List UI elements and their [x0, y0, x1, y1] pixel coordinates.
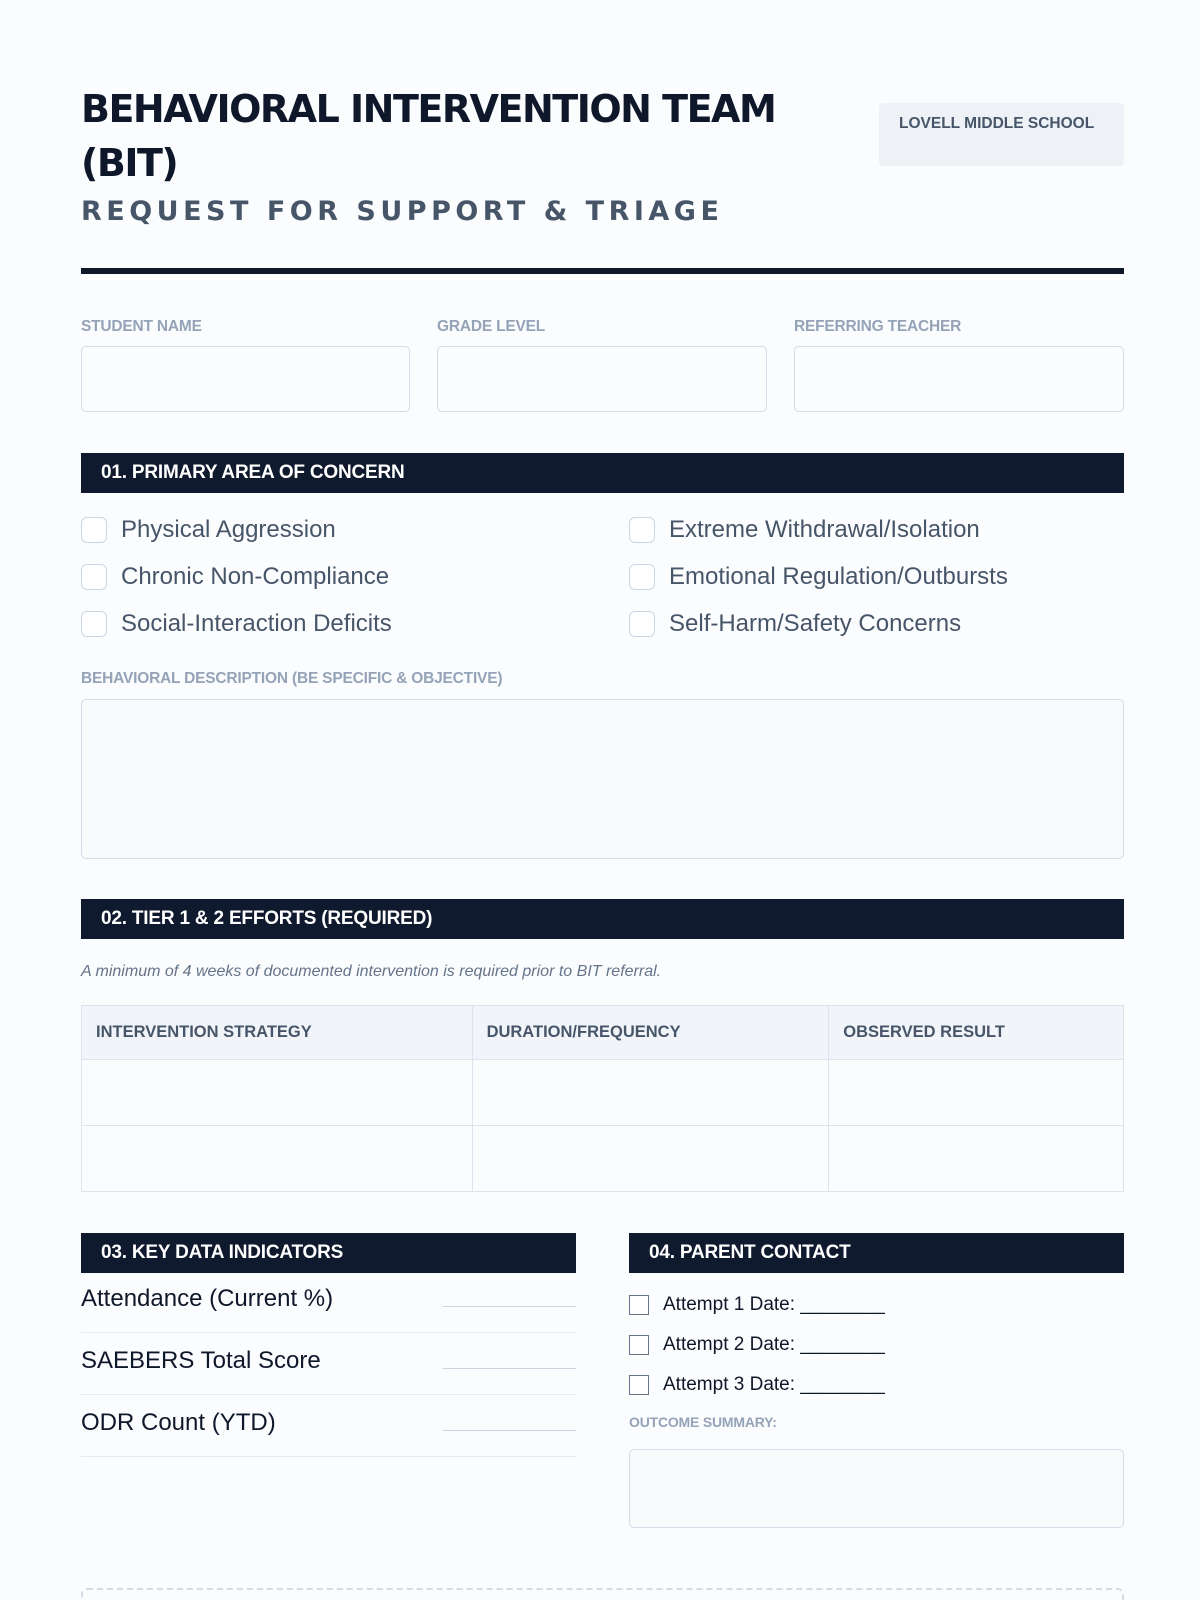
indicator-label: Attendance (Current %) — [81, 1285, 334, 1312]
section-tier-efforts-header: 02. TIER 1 & 2 EFFORTS (REQUIRED) — [81, 899, 1124, 939]
attempt-label: Attempt 3 Date: ________ — [663, 1374, 885, 1395]
concern-label: Extreme Withdrawal/Isolation — [669, 516, 980, 543]
form-title: BEHAVIORAL INTERVENTION TEAM (BIT) — [81, 87, 776, 185]
table-cell[interactable] — [472, 1126, 829, 1192]
table-cell[interactable] — [829, 1126, 1124, 1192]
attempt-checkbox[interactable] — [629, 1295, 649, 1315]
concern-label: Self-Harm/Safety Concerns — [669, 610, 962, 637]
indicator-row — [81, 1333, 576, 1395]
concern-checkbox[interactable] — [629, 517, 655, 543]
table-header-row — [82, 1006, 1124, 1060]
concern-label: Social-Interaction Deficits — [121, 610, 392, 637]
outcome-summary-textarea[interactable] — [629, 1449, 1124, 1528]
concern-checkbox[interactable] — [81, 564, 107, 590]
concern-checkbox[interactable] — [629, 564, 655, 590]
attempt-label: Attempt 1 Date: ________ — [663, 1294, 885, 1315]
contact-attempt[interactable] — [629, 1293, 885, 1317]
table-cell[interactable] — [472, 1060, 829, 1126]
contact-attempt[interactable] — [629, 1333, 885, 1357]
form-subtitle: REQUEST FOR SUPPORT & TRIAGE — [81, 196, 724, 227]
indicator-value-line[interactable] — [443, 1306, 576, 1307]
tier-efforts-note: A minimum of 4 weeks of documented intervention is required prior to BIT referral. — [81, 963, 662, 980]
header-divider — [81, 268, 1124, 274]
column-header: INTERVENTION STRATEGY — [82, 1006, 473, 1060]
concern-option[interactable] — [81, 609, 392, 639]
concern-checkbox[interactable] — [81, 611, 107, 637]
student-name-input[interactable] — [81, 346, 410, 412]
concern-label: Emotional Regulation/Outbursts — [669, 563, 1008, 590]
concern-option[interactable] — [81, 562, 389, 592]
indicator-row — [81, 1395, 576, 1457]
section-parent-contact-header: 04. PARENT CONTACT — [629, 1233, 1124, 1273]
contact-attempt[interactable] — [629, 1373, 885, 1397]
section-primary-concern-header: 01. PRIMARY AREA OF CONCERN — [81, 453, 1124, 493]
attempt-label: Attempt 2 Date: ________ — [663, 1334, 885, 1355]
indicator-value-line[interactable] — [443, 1368, 576, 1369]
table-row — [82, 1126, 1124, 1192]
indicator-value-line[interactable] — [443, 1430, 576, 1431]
section-key-data-header: 03. KEY DATA INDICATORS — [81, 1233, 576, 1273]
concern-option[interactable] — [629, 515, 980, 545]
referring-teacher-input[interactable] — [794, 346, 1124, 412]
grade-level-label: GRADE LEVEL — [437, 318, 546, 335]
indicator-label: SAEBERS Total Score — [81, 1347, 321, 1374]
referring-teacher-label: REFERRING TEACHER — [794, 318, 962, 335]
behavior-description-textarea[interactable] — [81, 699, 1124, 859]
indicator-label: ODR Count (YTD) — [81, 1409, 276, 1436]
attempt-checkbox[interactable] — [629, 1375, 649, 1395]
concern-option[interactable] — [629, 609, 961, 639]
student-name-label: STUDENT NAME — [81, 318, 202, 335]
indicator-row — [81, 1271, 576, 1333]
column-header: OBSERVED RESULT — [829, 1006, 1124, 1060]
concern-label: Chronic Non-Compliance — [121, 563, 390, 590]
school-badge: LOVELL MIDDLE SCHOOL — [879, 103, 1124, 166]
concern-option[interactable] — [629, 562, 1008, 592]
signature-area — [81, 1588, 1124, 1600]
table-row — [82, 1060, 1124, 1126]
table-cell[interactable] — [829, 1060, 1124, 1126]
column-header: DURATION/FREQUENCY — [472, 1006, 829, 1060]
outcome-summary-label: OUTCOME SUMMARY: — [629, 1414, 777, 1430]
concern-label: Physical Aggression — [121, 516, 336, 543]
concern-checkbox[interactable] — [629, 611, 655, 637]
table-cell[interactable] — [82, 1126, 473, 1192]
behavior-description-label: BEHAVIORAL DESCRIPTION (BE SPECIFIC & OBJECTIVE) — [81, 670, 503, 687]
attempt-checkbox[interactable] — [629, 1335, 649, 1355]
referral-form — [81, 0, 1124, 1600]
table-cell[interactable] — [82, 1060, 473, 1126]
intervention-table — [81, 1005, 1124, 1192]
grade-level-input[interactable] — [437, 346, 767, 412]
concern-checkbox[interactable] — [81, 517, 107, 543]
concern-option[interactable] — [81, 515, 336, 545]
